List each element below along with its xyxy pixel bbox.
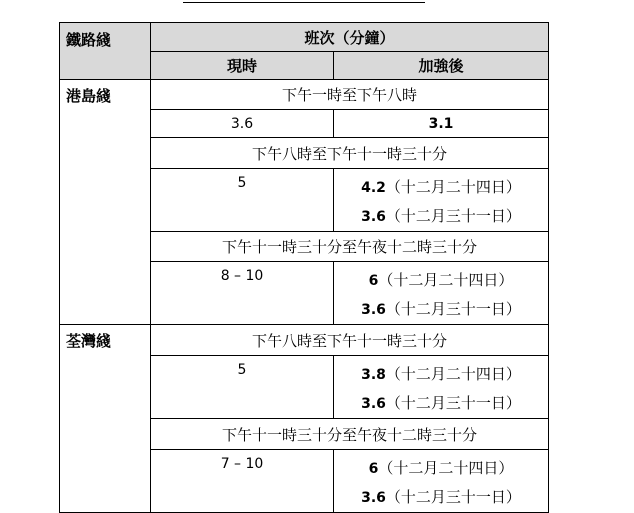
current-frequency: 7 – 10 xyxy=(151,450,334,513)
enhanced-value: 6 xyxy=(368,273,379,289)
enhanced-frequency xyxy=(334,169,549,232)
period-row xyxy=(60,80,549,110)
period-label: 下午一時至下午八時 xyxy=(151,80,549,110)
enhanced-date: （十二月三十一日） xyxy=(385,394,521,412)
enhanced-value: 4.2 xyxy=(361,180,386,196)
enhanced-frequency xyxy=(334,356,549,419)
current-frequency: 3.6 xyxy=(151,110,334,138)
enhanced-value: 3.6 xyxy=(361,490,386,506)
line-name-island: 港島綫 xyxy=(60,80,151,325)
enhanced-value: 3.8 xyxy=(361,367,386,383)
header-after-col: 加強後 xyxy=(334,52,549,80)
enhanced-frequency xyxy=(334,450,549,513)
enhanced-value: 6 xyxy=(368,461,379,477)
period-label: 下午八時至下午十一時三十分 xyxy=(151,138,549,169)
period-label: 下午十一時三十分至午夜十二時三十分 xyxy=(151,232,549,262)
header-line-col: 鐵路綫 xyxy=(60,23,151,80)
enhanced-date: （十二月三十一日） xyxy=(385,207,521,225)
header-frequency-col: 班次（分鐘） xyxy=(151,23,549,52)
current-frequency: 5 xyxy=(151,169,334,232)
enhanced-date: （十二月二十四日） xyxy=(385,178,521,196)
line-name-tsuen-wan: 荃灣綫 xyxy=(60,325,151,513)
enhanced-frequency-line xyxy=(334,266,548,295)
enhanced-frequency-line xyxy=(334,173,548,202)
enhanced-frequency-line xyxy=(334,295,548,324)
enhanced-frequency-line xyxy=(334,454,548,483)
period-label: 下午十一時三十分至午夜十二時三十分 xyxy=(151,419,549,450)
enhanced-value: 3.6 xyxy=(361,396,386,412)
enhanced-date: （十二月三十一日） xyxy=(385,300,521,318)
train-frequency-table xyxy=(59,22,549,513)
enhanced-date: （十二月二十四日） xyxy=(378,459,514,477)
enhanced-frequency-line xyxy=(334,483,548,512)
header-row-1 xyxy=(60,23,549,52)
period-label: 下午八時至下午十一時三十分 xyxy=(151,325,549,356)
enhanced-frequency-line xyxy=(334,389,548,418)
current-frequency: 8 – 10 xyxy=(151,262,334,325)
enhanced-date: （十二月二十四日） xyxy=(378,271,514,289)
period-row xyxy=(60,325,549,356)
enhanced-value: 3.6 xyxy=(361,209,386,225)
enhanced-value: 3.6 xyxy=(361,302,386,318)
enhanced-frequency: 3.1 xyxy=(334,110,549,138)
header-now-col: 現時 xyxy=(151,52,334,80)
enhanced-frequency xyxy=(334,262,549,325)
enhanced-frequency-line xyxy=(334,360,548,389)
current-frequency: 5 xyxy=(151,356,334,419)
enhanced-date: （十二月三十一日） xyxy=(385,488,521,506)
enhanced-frequency-line xyxy=(334,202,548,231)
enhanced-date: （十二月二十四日） xyxy=(385,365,521,383)
top-rule xyxy=(183,2,425,3)
